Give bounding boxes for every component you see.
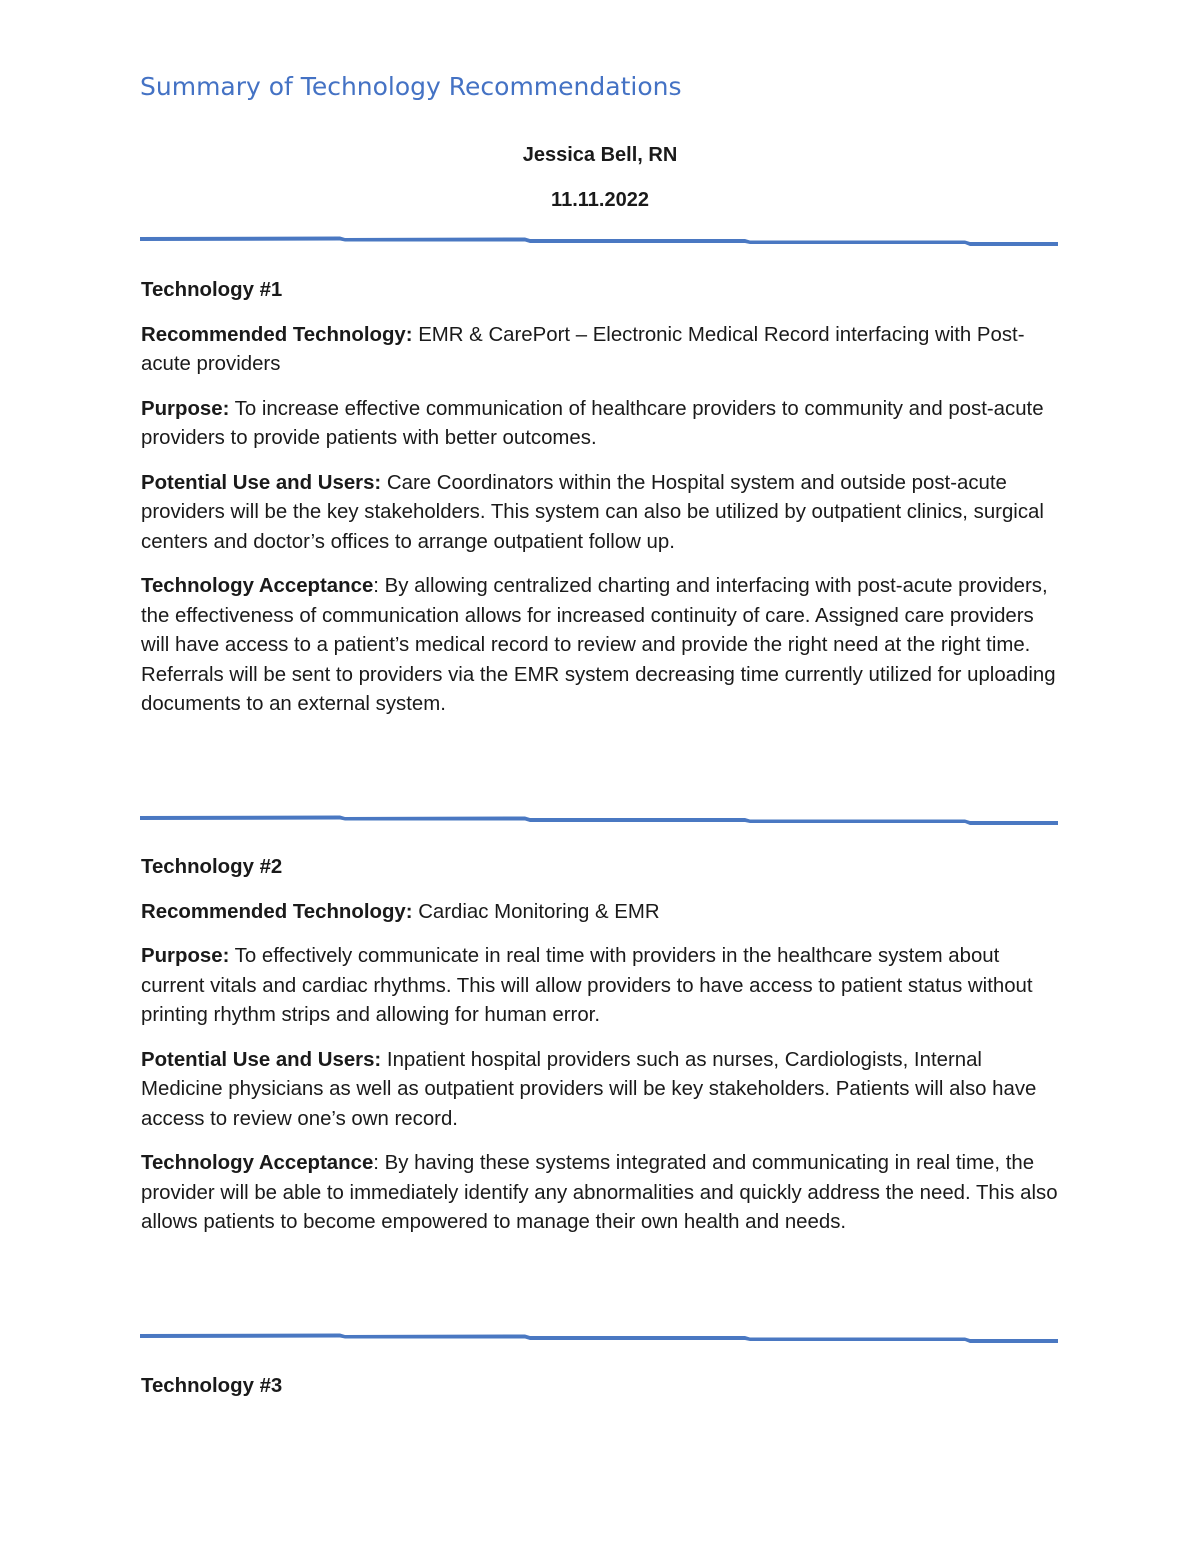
recommended-label: Recommended Technology: <box>141 323 413 346</box>
recommended-label: Recommended Technology: <box>141 900 413 923</box>
acceptance-value: : By having these systems integrated and communicating in real time, the provider will be able to immediately identify any abnormalities and quickly address the need. This also allows patients to become empowered to manage their own health and needs. <box>141 1152 1058 1233</box>
section-divider <box>140 813 1060 827</box>
technology-1-heading: Technology #1 <box>141 279 283 301</box>
purpose-value: To effectively communicate in real time with providers in the healthcare system about current vitals and cardiac rhythms. This will allow providers to have access to patient status without printing rhythm strips and allowing for human error. <box>141 945 1033 1026</box>
use-value: Inpatient hospital providers such as nurses, Cardiologists, Internal Medicine physicians as well as outpatient providers will be key stakeholders. Patients will also have access to review one’s own record. <box>141 1048 1037 1130</box>
technology-2-purpose <box>141 942 1061 1031</box>
purpose-label: Purpose: <box>141 397 230 420</box>
use-label: Potential Use and Users: <box>141 471 382 494</box>
technology-2-section <box>141 853 1061 1253</box>
section-divider <box>140 1331 1060 1345</box>
section-divider <box>140 234 1060 248</box>
technology-1-section <box>141 276 1061 735</box>
purpose-value: To increase effective communication of healthcare providers to community and post-acute providers to provide patients with better outcomes. <box>141 397 1044 449</box>
document-date: 11.11.2022 <box>551 189 649 211</box>
technology-1-use <box>141 469 1061 558</box>
technology-3-heading: Technology #3 <box>141 1375 283 1397</box>
use-value: Care Coordinators within the Hospital system and outside post-acute providers will be the key stakeholders. This system can also be utilized by outpatient clinics, surgical centers and doctor’s offices to arrange outpatient follow up. <box>141 471 1044 553</box>
technology-1-purpose <box>141 395 1061 454</box>
document-title: Summary of Technology Recommendations <box>140 72 682 101</box>
technology-2-recommended <box>141 898 1061 928</box>
recommended-value: Cardiac Monitoring & EMR <box>418 900 660 923</box>
acceptance-label: Technology Acceptance <box>141 1152 374 1174</box>
acceptance-value: : By allowing centralized charting and interfacing with post-acute providers, the effectiveness of communication allows for increased continuity of care. Assigned care providers will have access to a patient’s medical record to review and provide the right need at the right time. Referrals will be sent to providers via the EMR system decreasing time currently utilized for uploading documents to an external system. <box>141 575 1056 715</box>
technology-1-recommended <box>141 321 1061 380</box>
recommended-value: EMR & CarePort – Electronic Medical Record interfacing with Post-acute providers <box>141 323 1025 375</box>
author-name: Jessica Bell, RN <box>522 144 678 166</box>
technology-3-section <box>141 1372 1061 1417</box>
technology-2-use <box>141 1046 1061 1135</box>
technology-2-heading: Technology #2 <box>141 856 283 878</box>
acceptance-label: Technology Acceptance <box>141 575 374 597</box>
use-label: Potential Use and Users: <box>141 1048 382 1071</box>
technology-1-acceptance <box>141 572 1061 720</box>
technology-2-acceptance <box>141 1149 1061 1238</box>
purpose-label: Purpose: <box>141 945 230 967</box>
